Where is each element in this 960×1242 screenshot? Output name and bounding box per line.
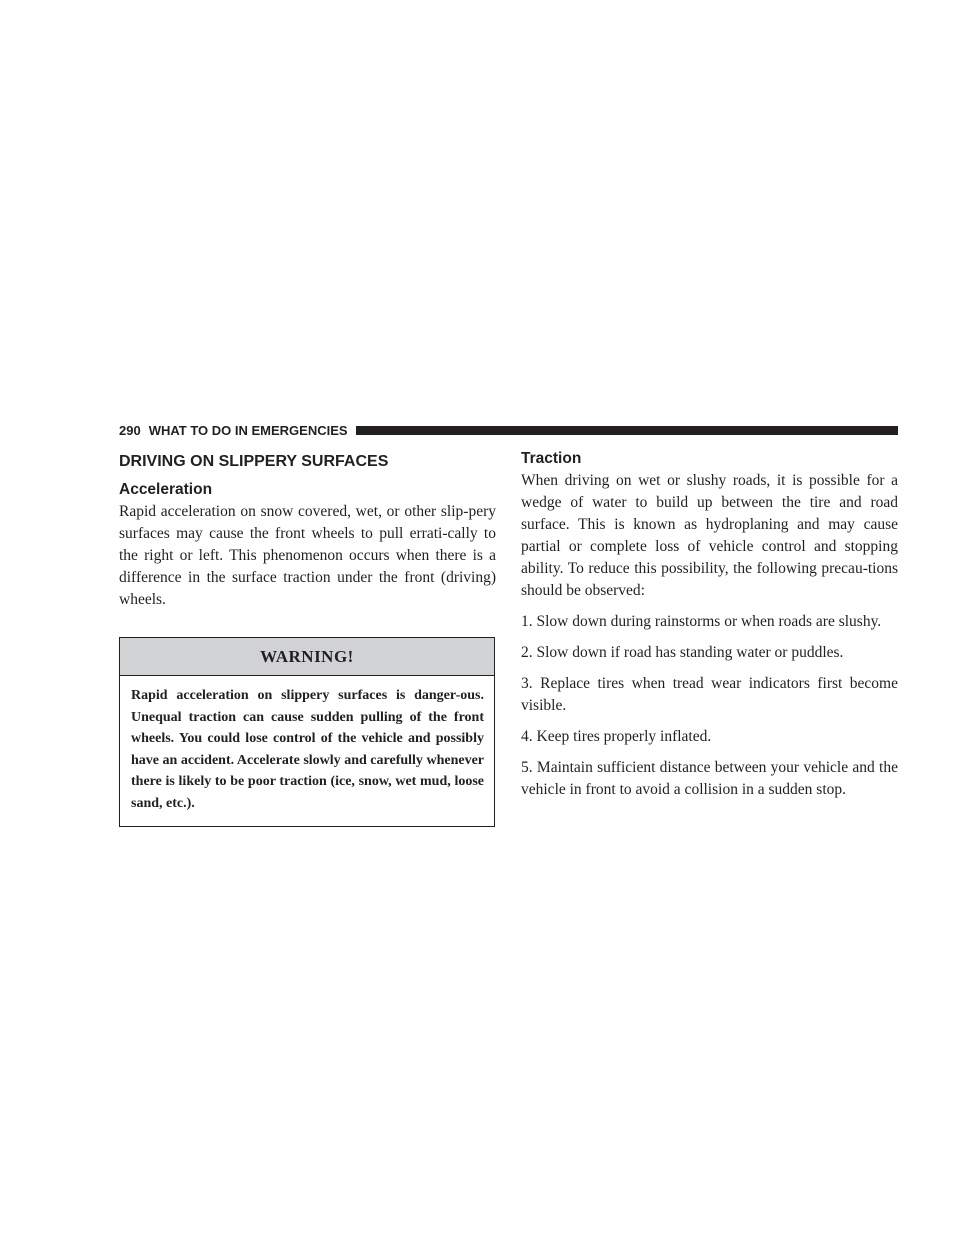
header-rule — [356, 426, 898, 435]
traction-heading: Traction — [521, 450, 582, 467]
precaution-item: 1. Slow down during rainstorms or when roads are slushy. — [521, 613, 882, 630]
page-header — [119, 421, 898, 439]
precaution-item: 2. Slow down if road has standing water or puddles. — [521, 644, 844, 661]
page-number: 290 — [119, 422, 141, 438]
precaution-item: 3. Replace tires when tread wear indicators first become visible. — [521, 675, 898, 714]
warning-box — [119, 637, 495, 827]
acceleration-heading: Acceleration — [119, 481, 213, 498]
warning-title: WARNING! — [120, 638, 494, 676]
precaution-item: 4. Keep tires properly inflated. — [521, 728, 712, 745]
precaution-item: 5. Maintain sufficient distance between your vehicle and the vehicle in front to avoid a collision in a sudden stop. — [521, 759, 898, 798]
left-column — [119, 450, 496, 827]
traction-intro: When driving on wet or slushy roads, it is possible for a wedge of water to build up between the tire and road surface. This is known as hydroplaning and may cause partial or complete loss of vehicle control and stopping ability. To reduce this possibility, the following precau-tions should be observed: — [521, 472, 898, 599]
warning-body: Rapid acceleration on slippery surfaces is danger-ous. Unequal traction can cause sudden pulling of the front wheels. You could lose control of the vehicle and possibly have an accident. Accelerate slowly and carefully whenever there is likely to be poor traction (ice, snow, wet mud, loose sand, etc.). — [131, 688, 484, 811]
section-title: WHAT TO DO IN EMERGENCIES — [148, 422, 348, 438]
right-column — [521, 450, 898, 801]
section-heading: DRIVING ON SLIPPERY SURFACES — [119, 453, 389, 470]
acceleration-paragraph: Rapid acceleration on snow covered, wet, or other slip-pery surfaces may cause the front wheels to pull errati-cally to the right or left. This phenomenon occurs when there is a difference in the surface traction under the front (driving) wheels. — [119, 503, 496, 608]
